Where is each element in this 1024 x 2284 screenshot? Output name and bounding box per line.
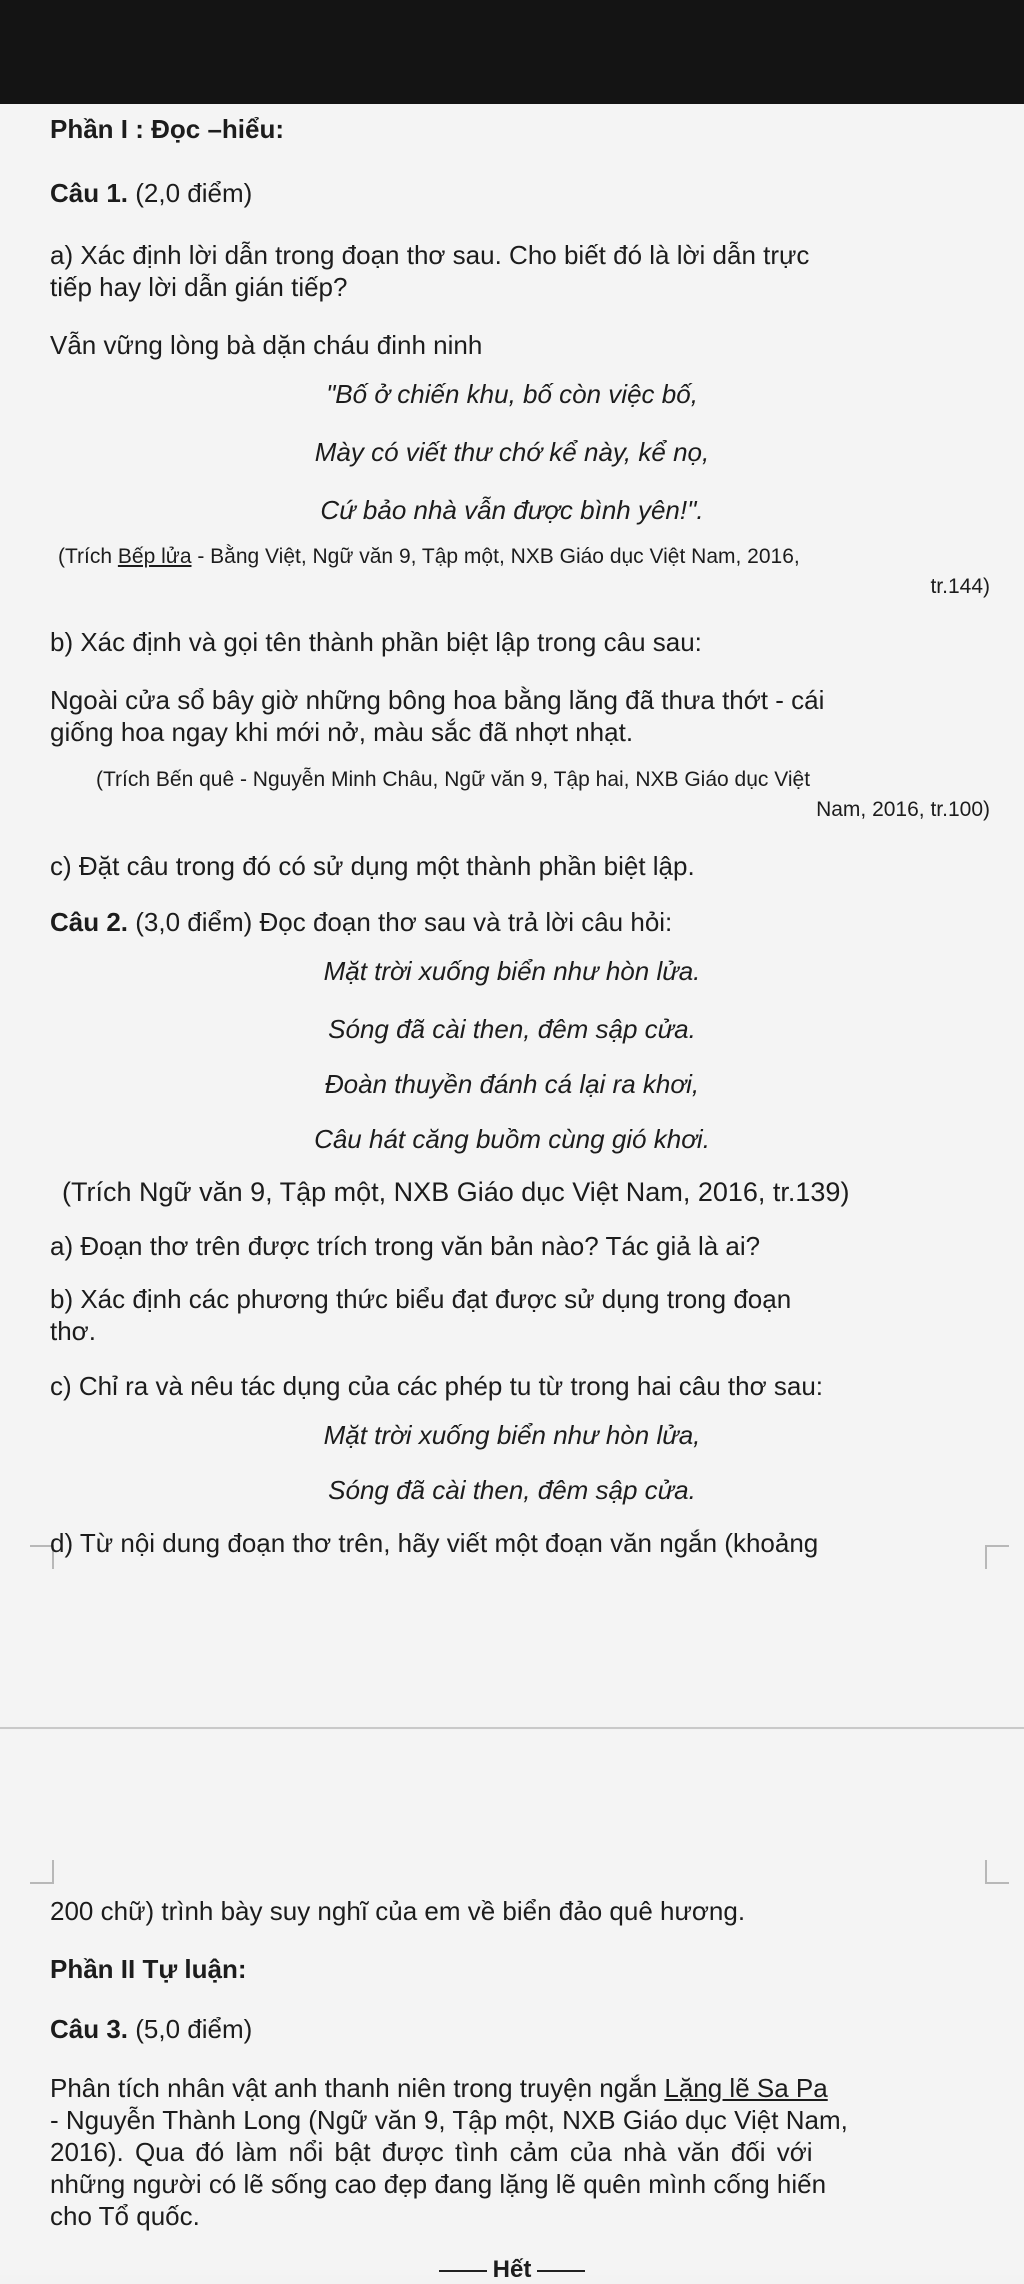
part2-title: Phần II Tự luận: — [50, 1954, 247, 1984]
page-corner-mark — [985, 1860, 1009, 1884]
q2b-prompt-line1: b) Xác định các phương thức biểu đạt được sử dụng trong đoạn — [50, 1284, 792, 1314]
q1-label: Câu 1. — [50, 178, 129, 208]
q2c-poem-line: Mặt trời xuống biển như hòn lửa, — [323, 1420, 701, 1450]
q2-label: Câu 2. — [50, 907, 129, 937]
q2c-poem-line: Sóng đã cài then, đêm sập cửa. — [328, 1475, 696, 1505]
q2b-prompt-line2: thơ. — [50, 1316, 96, 1346]
end-dash-left — [439, 2270, 487, 2272]
q3-heading — [50, 2013, 990, 2045]
q3-line — [50, 2072, 990, 2104]
q1b-sentence-line2: giống hoa ngay khi mới nở, màu sắc đã nhợt nhạt. — [50, 717, 634, 747]
q1a-poem-line: Mày có viết thư chớ kể này, kể nọ, — [314, 437, 710, 467]
q1a-prompt-line1: a) Xác định lời dẫn trong đoạn thơ sau. Cho biết đó là lời dẫn trực — [50, 240, 810, 270]
q1b-source-line1: (Trích Bến quê - Nguyễn Minh Châu, Ngữ văn 9, Tập hai, NXB Giáo dục Việt — [96, 768, 811, 791]
q1b-sentence-line1: Ngoài cửa sổ bây giờ những bông hoa bằng lăng đã thưa thớt - cái — [50, 685, 825, 715]
q1-points: (2,0 điểm) — [135, 178, 253, 208]
q1a-source-prefix: (Trích — [58, 545, 118, 568]
end-dash-right — [537, 2270, 585, 2272]
q1a-source-title: Bếp lửa — [117, 545, 192, 568]
q2-poem-line: Sóng đã cài then, đêm sập cửa. — [328, 1014, 696, 1044]
q3-line: 2016). Qua đó làm nổi bật được tình cảm của nhà văn đối với — [50, 2137, 813, 2167]
q2-heading — [50, 906, 990, 938]
end-marker — [0, 2256, 1024, 2284]
q1b-source-line2: Nam, 2016, tr.100) — [816, 798, 990, 821]
q2d-prompt-line1: d) Từ nội dung đoạn thơ trên, hãy viết một đoạn văn ngắn (khoảng — [50, 1528, 819, 1558]
q3-line: - Nguyễn Thành Long (Ngữ văn 9, Tập một, NXB Giáo dục Việt Nam, — [50, 2105, 848, 2135]
page-break-line — [0, 1727, 1024, 1729]
q2-source: (Trích Ngữ văn 9, Tập một, NXB Giáo dục Việt Nam, 2016, tr.139) — [62, 1177, 850, 1207]
q2-poem-line: Mặt trời xuống biển như hòn lửa. — [323, 956, 701, 986]
end-text: Hết — [492, 2256, 532, 2283]
q3-label: Câu 3. — [50, 2014, 129, 2044]
q1a-source — [58, 543, 800, 571]
q2d-prompt-line2: 200 chữ) trình bày suy nghĩ của em về biển đảo quê hương. — [50, 1896, 746, 1926]
q1c-prompt: c) Đặt câu trong đó có sử dụng một thành phần biệt lập. — [50, 851, 695, 881]
q1a-poem-line: "Bố ở chiến khu, bố còn việc bố, — [326, 379, 698, 409]
q1a-source-page: tr.144) — [930, 575, 990, 598]
page-corner-mark — [30, 1860, 54, 1884]
part1-title: Phần I : Đọc –hiểu: — [50, 114, 285, 144]
q1a-intro: Vẫn vững lòng bà dặn cháu đinh ninh — [50, 330, 483, 360]
top-black-bar — [0, 0, 1024, 104]
q2-poem-line: Đoàn thuyền đánh cá lại ra khơi, — [324, 1069, 700, 1099]
q3-story-title: Lặng lẽ Sa Pa — [664, 2073, 828, 2103]
q1a-prompt-line2: tiếp hay lời dẫn gián tiếp? — [50, 272, 348, 302]
q1-heading — [50, 177, 990, 209]
q2a-prompt: a) Đoạn thơ trên được trích trong văn bản nào? Tác giả là ai? — [50, 1231, 761, 1261]
q3-line: những người có lẽ sống cao đẹp đang lặng lẽ quên mình cống hiến — [50, 2169, 827, 2199]
q3-line: cho Tổ quốc. — [50, 2201, 200, 2231]
q1a-source-rest: - Bằng Việt, Ngữ văn 9, Tập một, NXB Giáo dục Việt Nam, 2016, — [191, 545, 800, 568]
q3-points: (5,0 điểm) — [135, 2014, 253, 2044]
q2c-prompt: c) Chỉ ra và nêu tác dụng của các phép tu từ trong hai câu thơ sau: — [50, 1371, 824, 1401]
q2-instruction: (3,0 điểm) Đọc đoạn thơ sau và trả lời câu hỏi: — [128, 907, 673, 937]
q1b-prompt: b) Xác định và gọi tên thành phần biệt lập trong câu sau: — [50, 627, 702, 657]
q2-poem-line: Câu hát căng buồm cùng gió khơi. — [314, 1124, 710, 1154]
q3-line1-text: Phân tích nhân vật anh thanh niên trong truyện ngắn — [50, 2073, 665, 2103]
q1a-poem-line: Cứ bảo nhà vẫn được bình yên!". — [320, 495, 704, 525]
